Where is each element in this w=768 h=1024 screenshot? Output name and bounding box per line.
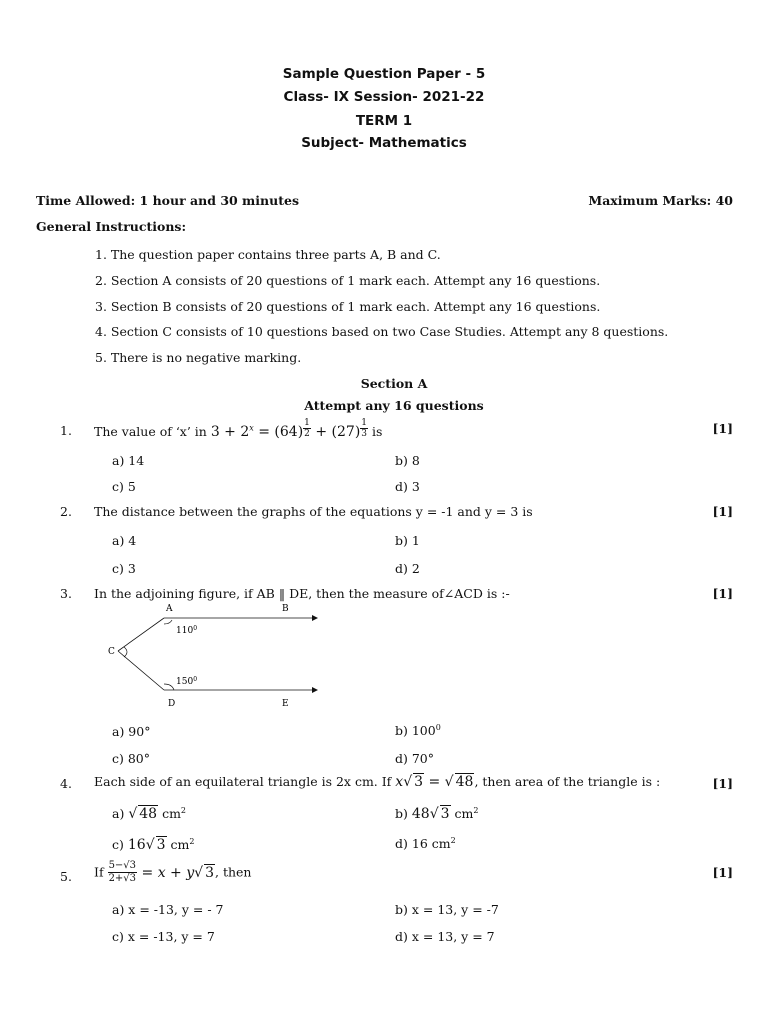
class-session: Class- IX Session- 2021-22 xyxy=(283,89,485,105)
instruction-item: 1. The question paper contains three parts A, B and C. xyxy=(95,247,441,262)
arrow-b xyxy=(312,615,318,621)
option-b-text: b) 100 xyxy=(395,723,436,739)
option-label: a) xyxy=(112,806,125,821)
option-a xyxy=(112,805,186,822)
option-unit: cm xyxy=(162,806,181,821)
label-d: D xyxy=(168,699,176,709)
question-text-suffix: is xyxy=(372,424,383,440)
question-number: 2. xyxy=(60,504,72,519)
option-value: √ 48 xyxy=(128,806,158,822)
option-b: b) 8 xyxy=(395,453,420,468)
option-a: a) 4 xyxy=(112,533,137,548)
angle-symbol: ∠ xyxy=(443,586,455,601)
marks-badge: [1] xyxy=(712,504,733,519)
question-text xyxy=(94,773,660,790)
option-b-degree: 0 xyxy=(435,723,441,732)
question-number: 5. xyxy=(60,869,72,884)
general-instructions-heading: General Instructions: xyxy=(36,219,187,234)
option-b xyxy=(395,805,478,822)
arrow-e xyxy=(312,687,318,693)
option-coefficient: 48 xyxy=(411,806,430,822)
option-d: d) 70° xyxy=(395,751,435,766)
question-text-suffix: ACD is :- xyxy=(454,586,510,601)
instruction-item: 5. There is no negative marking. xyxy=(95,350,302,365)
option-a: a) 14 xyxy=(112,453,145,468)
question-number: 3. xyxy=(60,586,72,601)
label-a: A xyxy=(166,604,173,614)
question-text-suffix: , then area of the triangle is : xyxy=(474,774,661,789)
option-a: a) x = -13, y = - 7 xyxy=(112,902,224,917)
option-unit: cm xyxy=(454,806,474,821)
equation: $3 + 2^x = (64)$ $^{\frac{1}{2}}$ + (27) $^{\frac{1}{3}}$ xyxy=(210,418,368,441)
option-unit-exp: 2 xyxy=(180,805,187,815)
angle-value-top: 110 xyxy=(176,626,194,636)
option-coefficient: 16 xyxy=(127,837,146,853)
option-unit-exp: 2 xyxy=(189,836,195,846)
question-text-suffix: , then xyxy=(215,864,252,880)
term: TERM 1 xyxy=(355,113,413,129)
section-title: Section A xyxy=(360,376,428,391)
angle-arc-d xyxy=(164,684,174,690)
marks-badge: [1] xyxy=(712,776,733,791)
instruction-item: 2. Section A consists of 20 questions of 1 mark each. Attempt any 16 questions. xyxy=(95,273,601,288)
marks-badge: [1] xyxy=(712,865,733,880)
subject: Subject- Mathematics xyxy=(301,135,467,151)
angle-value-bottom: 150 xyxy=(176,677,194,687)
instruction-item: 4. Section C consists of 10 questions based on two Case Studies. Attempt any 8 questions. xyxy=(95,324,669,339)
option-radicand: 48 xyxy=(139,806,158,822)
degree-mark: 0 xyxy=(193,676,198,683)
option-value: 16√ 3 xyxy=(127,837,166,853)
angle-label-bottom xyxy=(176,676,197,687)
option-a: a) 90° xyxy=(112,724,151,739)
option-b: b) x = 13, y = -7 xyxy=(395,902,499,917)
option-b xyxy=(395,723,441,738)
question-text-prefix: In the adjoining figure, if AB xyxy=(94,586,275,601)
option-c: c) 80° xyxy=(112,751,151,766)
section-subtitle: Attempt any 16 questions xyxy=(304,398,484,413)
max-marks: Maximum Marks: 40 xyxy=(588,193,733,208)
line-cd xyxy=(118,651,164,690)
question-text-prefix: Each side of an equilateral triangle is 2x cm. If xyxy=(94,774,392,789)
label-e: E xyxy=(282,699,289,709)
option-unit: cm xyxy=(170,837,190,852)
option-c xyxy=(112,836,194,853)
option-unit-exp: 2 xyxy=(473,805,479,815)
line-ca xyxy=(118,618,164,651)
marks-badge: [1] xyxy=(712,421,733,436)
question-text xyxy=(94,860,251,885)
option-d: d) x = 13, y = 7 xyxy=(395,929,495,944)
question-text xyxy=(94,418,382,440)
angle-label-top xyxy=(176,625,197,636)
option-c: c) 5 xyxy=(112,479,136,494)
question-text: The distance between the graphs of the equations y = -1 and y = 3 is xyxy=(94,504,533,519)
option-value: 48√ 3 xyxy=(411,806,450,822)
label-b: B xyxy=(282,604,289,614)
angle-arc-a xyxy=(164,620,172,624)
label-c: C xyxy=(108,647,115,657)
geometry-figure xyxy=(104,602,336,710)
parallel-symbol: ‖ xyxy=(278,586,286,601)
option-c: c) x = -13, y = 7 xyxy=(112,929,215,944)
option-c: c) 3 xyxy=(112,561,136,576)
angle-arc-c xyxy=(124,647,127,657)
question-text xyxy=(94,586,510,601)
option-label: c) xyxy=(112,837,124,852)
marks-badge: [1] xyxy=(712,586,733,601)
option-label: b) xyxy=(395,806,408,821)
option-label: d) xyxy=(395,836,408,852)
option-b: b) 1 xyxy=(395,533,420,548)
equation: x√ 3 = √ 48 xyxy=(395,774,474,790)
option-d xyxy=(395,836,456,851)
equation: $\frac{5-√3}{2+√3}$ = x + y√ 3 xyxy=(108,860,214,884)
option-d: d) 3 xyxy=(395,479,420,494)
option-d: d) 2 xyxy=(395,561,420,576)
degree-mark: 0 xyxy=(193,625,198,632)
question-number: 4. xyxy=(60,776,72,791)
question-text-prefix: The value of ‘x’ in xyxy=(94,424,207,440)
question-text-prefix: If xyxy=(94,864,104,880)
time-allowed: Time Allowed: 1 hour and 30 minutes xyxy=(36,193,299,208)
instruction-item: 3. Section B consists of 20 questions of 1 mark each. Attempt any 16 questions. xyxy=(95,299,601,314)
paper-title: Sample Question Paper - 5 xyxy=(282,66,486,82)
option-unit-exp: 2 xyxy=(450,836,456,845)
question-text-mid: DE, then the measure of xyxy=(289,586,444,601)
option-value: 16 cm xyxy=(411,836,451,852)
question-number: 1. xyxy=(60,423,72,438)
